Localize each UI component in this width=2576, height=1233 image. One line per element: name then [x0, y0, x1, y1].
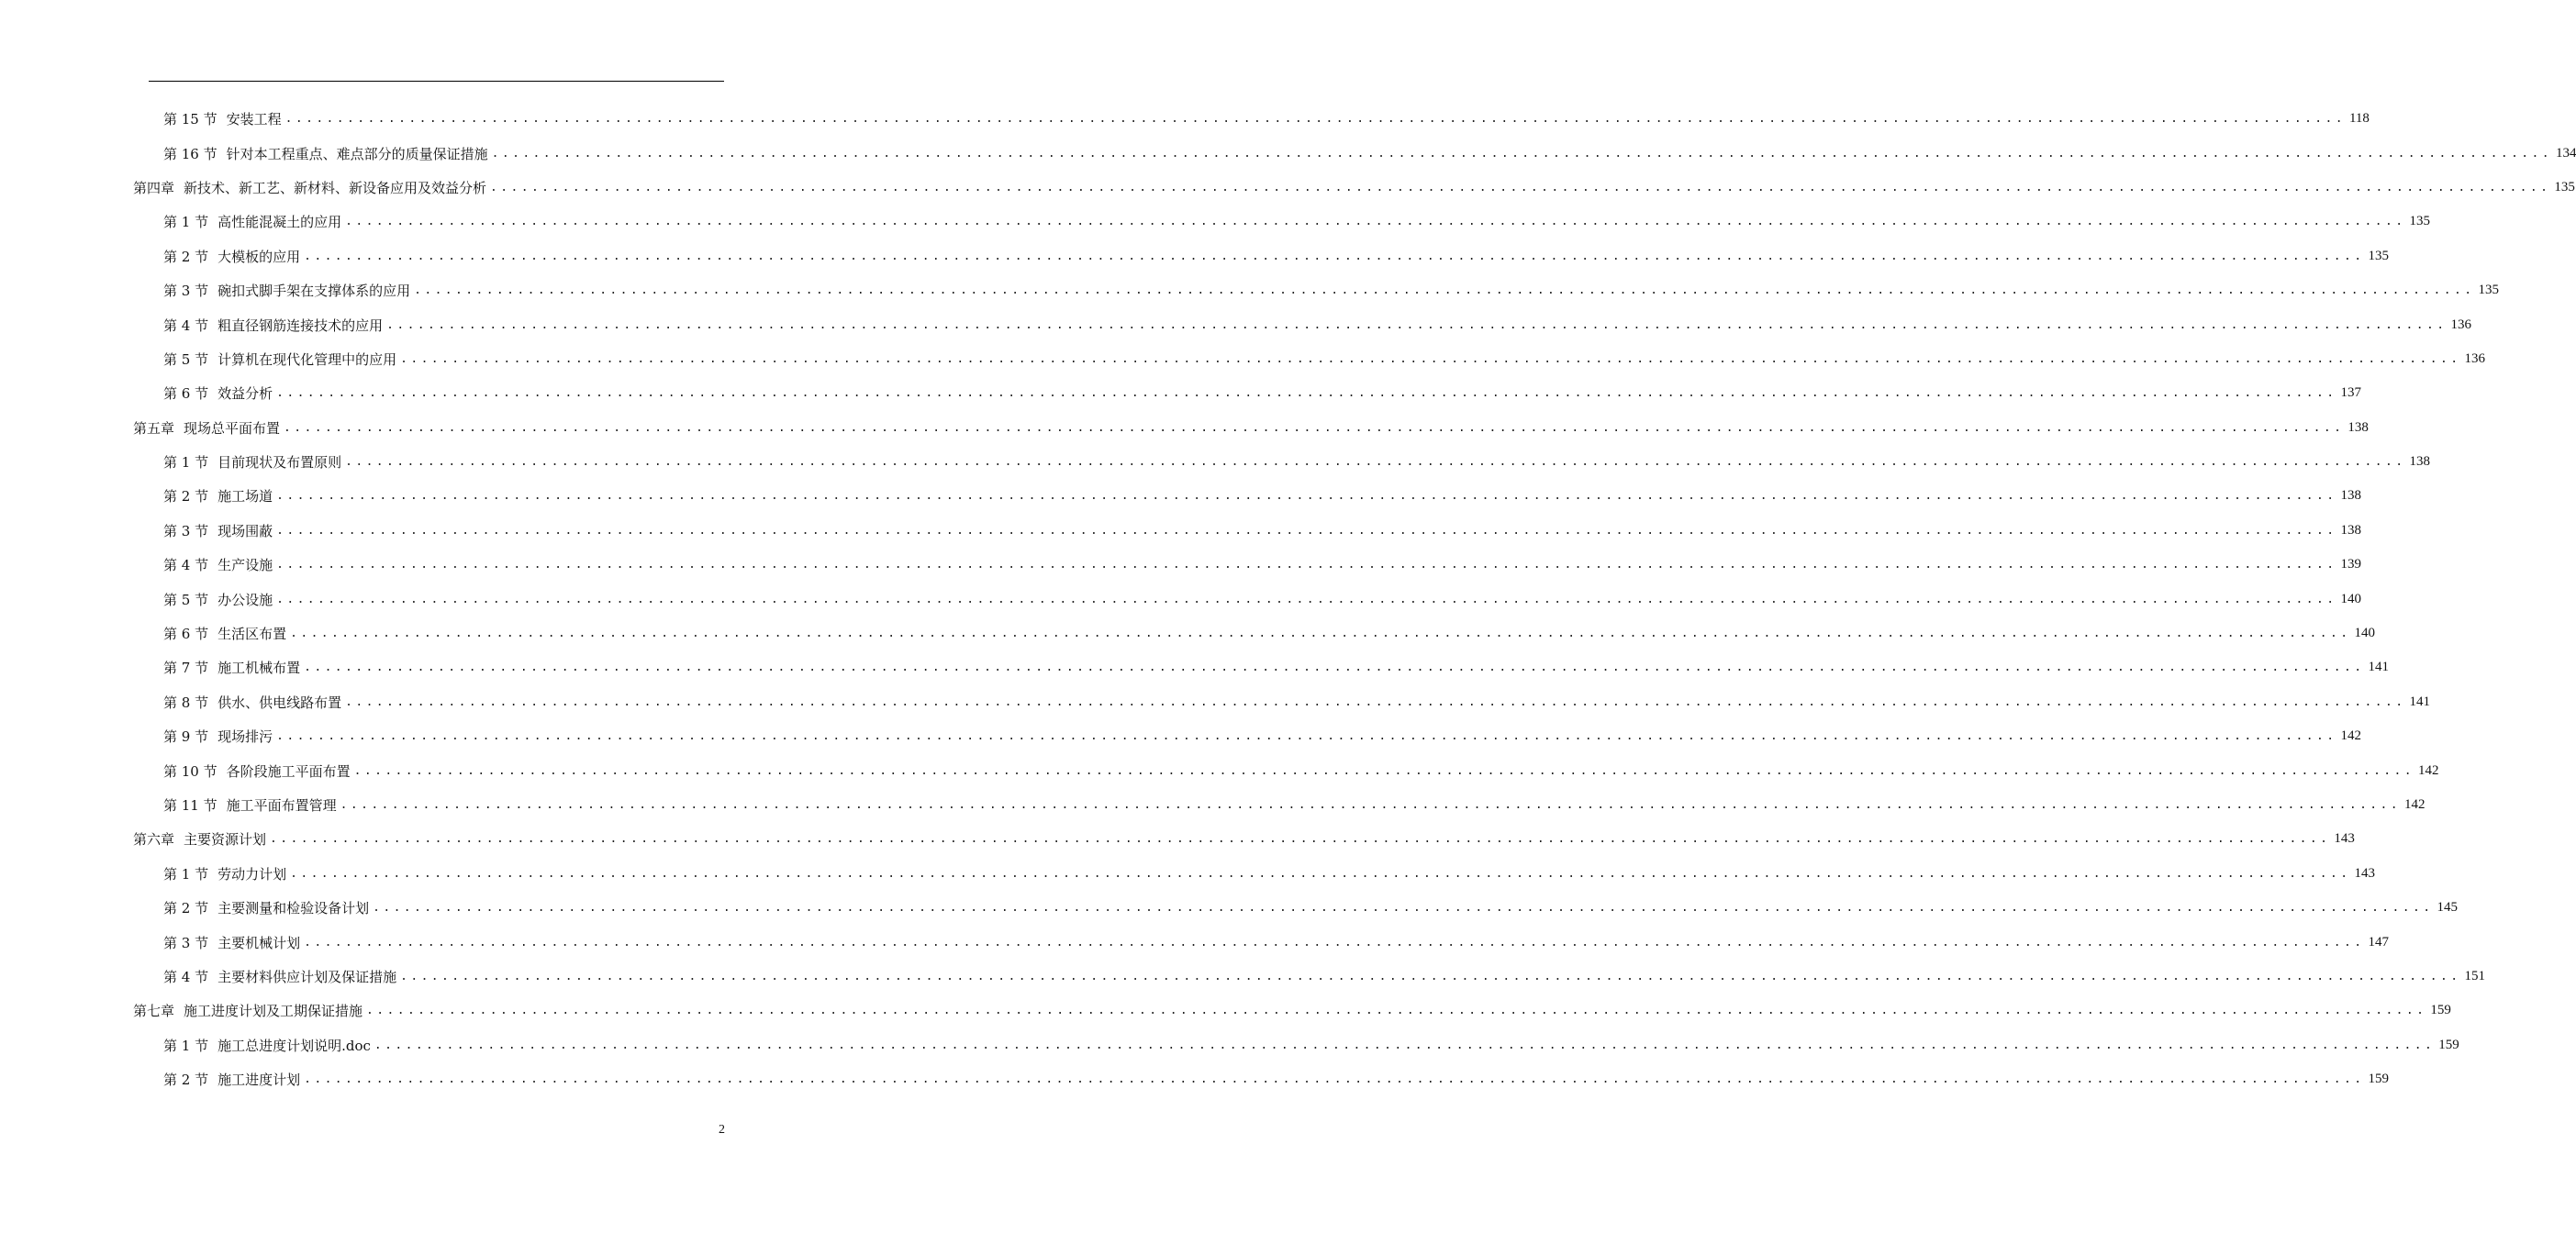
- toc-section-entry[interactable]: [163, 857, 2375, 891]
- toc-entry-title: 施工场道: [217, 488, 273, 505]
- toc-entry-label: [163, 967, 400, 986]
- toc-entry-label: [163, 316, 386, 335]
- toc-entry-title: 办公设施: [217, 591, 273, 608]
- toc-entry-label: [133, 418, 284, 438]
- toc-entry-title: 主要材料供应计划及保证措施: [217, 968, 397, 985]
- toc-entry-page: 135: [2409, 214, 2430, 229]
- toc-entry-title: 计算机在现代化管理中的应用: [217, 350, 397, 368]
- toc-entry-title: 新技术、新工艺、新材料、新设备应用及效益分析: [184, 179, 487, 196]
- toc-entry-number: 第 2 节: [163, 248, 209, 265]
- toc-entry-page: 139: [2340, 557, 2361, 572]
- toc-entry-page: 140: [2340, 591, 2361, 606]
- toc-section-entry[interactable]: [163, 685, 2430, 719]
- toc-entry-number: 第 2 节: [163, 900, 209, 917]
- toc-entry-label: [163, 693, 345, 712]
- toc-entry-label: [133, 1001, 366, 1020]
- toc-entry-label: [163, 555, 276, 574]
- toc-leader-dots: ........................................................................................................................................................................................................: [304, 1072, 2365, 1087]
- toc-entry-title: 主要测量和检验设备计划: [217, 900, 370, 917]
- toc-entry-number: 第 5 节: [163, 591, 209, 608]
- toc-chapter-entry[interactable]: [133, 822, 2355, 856]
- toc-entry-number: 第 16 节: [163, 145, 217, 162]
- toc-section-entry[interactable]: [163, 514, 2361, 548]
- toc-entry-label: [163, 624, 290, 643]
- toc-entry-number: 第 1 节: [163, 454, 209, 472]
- toc-leader-dots: ........................................................................................................................................................................................................: [414, 283, 2475, 298]
- toc-entry-label: [163, 795, 340, 815]
- toc-entry-title: 施工进度计划及工期保证措施: [184, 1003, 363, 1020]
- toc-leader-dots: ........................................................................................................................................................................................................: [366, 1004, 2427, 1018]
- toc-entry-page: 141: [2368, 660, 2389, 675]
- toc-entry-number: 第 4 节: [163, 557, 209, 574]
- page-number: 2: [719, 1123, 725, 1137]
- toc-entry-page: 136: [2464, 350, 2485, 366]
- toc-entry-page: 141: [2409, 694, 2430, 709]
- toc-entry-label: [163, 350, 400, 369]
- toc-entry-number: 第 10 节: [163, 762, 217, 780]
- toc-entry-label: [163, 144, 492, 163]
- toc-leader-dots: ........................................................................................................................................................................................................: [304, 249, 2365, 263]
- toc-entry-title: 主要机械计划: [217, 934, 301, 951]
- toc-entry-page: 118: [2348, 111, 2370, 127]
- toc-leader-dots: ........................................................................................................................................................................................................: [374, 1038, 2436, 1052]
- toc-leader-dots: ........................................................................................................................................................................................................: [276, 558, 2337, 572]
- toc-entry-label: [163, 590, 276, 609]
- toc-leader-dots: ........................................................................................................................................................................................................: [400, 351, 2461, 366]
- toc-entry-number: 第 1 节: [163, 865, 209, 883]
- toc-leader-dots: ........................................................................................................................................................................................................: [284, 112, 2346, 127]
- toc-entry-label: [133, 178, 490, 197]
- toc-entry-number: 第 4 节: [163, 968, 209, 985]
- toc-entry-label: [163, 864, 290, 883]
- toc-leader-dots: ........................................................................................................................................................................................................: [276, 489, 2337, 504]
- toc-entry-title: 供水、供电线路布置: [217, 694, 342, 711]
- toc-entry-number: 第 7 节: [163, 660, 209, 677]
- toc-entry-number: 第 3 节: [163, 934, 209, 951]
- toc-entry-number: 第 9 节: [163, 728, 209, 746]
- toc-entry-number: 第 1 节: [163, 1037, 209, 1054]
- toc-section-entry[interactable]: [163, 1062, 2389, 1096]
- toc-leader-dots: ........................................................................................................................................................................................................: [276, 729, 2337, 744]
- toc-entry-page: 143: [2334, 831, 2355, 847]
- toc-leader-dots: ........................................................................................................................................................................................................: [276, 523, 2337, 538]
- toc-section-entry[interactable]: [163, 342, 2485, 376]
- toc-entry-title: 施工进度计划: [217, 1072, 301, 1089]
- toc-entry-title: 粗直径钢筋连接技术的应用: [217, 317, 384, 334]
- toc-entry-number: 第五章: [133, 419, 175, 437]
- toc-entry-title: 劳动力计划: [217, 865, 287, 883]
- toc-entry-number: 第 6 节: [163, 385, 209, 403]
- toc-entry-page: 135: [2554, 179, 2575, 194]
- toc-entry-number: 第 8 节: [163, 694, 209, 711]
- toc-leader-dots: ........................................................................................................................................................................................................: [345, 455, 2406, 470]
- toc-entry-title: 现场围蔽: [217, 522, 273, 539]
- toc-entry-page: 142: [2340, 728, 2361, 744]
- toc-entry-label: [163, 761, 354, 781]
- toc-section-entry[interactable]: [163, 753, 2439, 787]
- toc-entry-page: 151: [2464, 968, 2485, 983]
- toc-entry-number: 第 15 节: [163, 111, 217, 128]
- toc-entry-number: 第 3 节: [163, 283, 209, 300]
- toc-leader-dots: ........................................................................................................................................................................................................: [353, 763, 2414, 778]
- toc-entry-page: 135: [2478, 283, 2499, 298]
- toc-entry-page: 159: [2438, 1037, 2459, 1052]
- toc-entry-page: 136: [2450, 317, 2471, 332]
- toc-entry-number: 第 2 节: [163, 1072, 209, 1089]
- toc-entry-label: [163, 486, 276, 505]
- toc-entry-label: [163, 727, 276, 746]
- toc-section-entry[interactable]: [163, 479, 2361, 513]
- toc-leader-dots: ........................................................................................................................................................................................................: [284, 420, 2345, 435]
- toc-entry-page: 138: [2409, 454, 2430, 470]
- toc-entry-label: [163, 658, 304, 677]
- toc-entry-title: 现场排污: [217, 728, 273, 746]
- toc-entry-label: [163, 452, 345, 472]
- toc-leader-dots: ........................................................................................................................................................................................................: [270, 832, 2331, 847]
- toc-entry-page: 134: [2555, 145, 2576, 161]
- toc-entry-page: 159: [2368, 1072, 2389, 1087]
- toc-leader-dots: ........................................................................................................................................................................................................: [490, 180, 2551, 194]
- toc-entry-title: 现场总平面布置: [184, 419, 281, 437]
- table-of-contents: [0, 102, 2576, 1096]
- toc-section-entry[interactable]: [163, 719, 2361, 753]
- toc-entry-page: 138: [2347, 419, 2369, 435]
- toc-section-entry[interactable]: [163, 1028, 2459, 1062]
- toc-section-entry[interactable]: [163, 891, 2458, 925]
- toc-entry-title: 效益分析: [217, 385, 273, 403]
- toc-entry-title: 目前现状及布置原则: [217, 454, 342, 472]
- toc-section-entry[interactable]: [163, 616, 2375, 650]
- toc-entry-title: 大模板的应用: [217, 248, 301, 265]
- toc-entry-page: 143: [2354, 865, 2375, 881]
- toc-section-entry[interactable]: [163, 445, 2430, 479]
- toc-entry-title: 施工平面布置管理: [226, 797, 337, 814]
- toc-entry-label: [163, 212, 345, 231]
- toc-entry-label: [163, 1036, 374, 1055]
- toc-section-entry[interactable]: [163, 273, 2499, 307]
- toc-entry-number: 第七章: [133, 1003, 175, 1020]
- toc-entry-title: 主要资源计划: [184, 831, 267, 849]
- toc-leader-dots: ........................................................................................................................................................................................................: [400, 969, 2461, 983]
- toc-section-entry[interactable]: [163, 205, 2430, 239]
- toc-leader-dots: ........................................................................................................................................................................................................: [304, 661, 2365, 675]
- toc-section-entry[interactable]: [163, 960, 2485, 994]
- toc-entry-number: 第六章: [133, 831, 175, 849]
- toc-entry-label: [163, 109, 285, 128]
- header-rule: [149, 81, 724, 82]
- toc-leader-dots: ........................................................................................................................................................................................................: [340, 798, 2401, 812]
- toc-entry-label: [163, 281, 414, 300]
- toc-entry-number: 第 11 节: [163, 797, 217, 814]
- toc-entry-label: [133, 829, 270, 849]
- toc-entry-title: 针对本工程重点、难点部分的质量保证措施: [226, 145, 488, 162]
- toc-leader-dots: ........................................................................................................................................................................................................: [304, 935, 2365, 950]
- toc-section-entry[interactable]: [163, 925, 2389, 959]
- toc-entry-number: 第 3 节: [163, 522, 209, 539]
- toc-entry-page: 140: [2354, 626, 2375, 641]
- toc-entry-label: [163, 898, 373, 917]
- toc-entry-label: [163, 521, 276, 540]
- toc-section-entry[interactable]: [163, 239, 2389, 273]
- toc-entry-number: 第 5 节: [163, 350, 209, 368]
- toc-entry-number: 第四章: [133, 179, 175, 196]
- toc-entry-label: [163, 383, 276, 403]
- toc-entry-page: 135: [2368, 248, 2389, 263]
- toc-entry-title: 各阶段施工平面布置: [226, 762, 351, 780]
- toc-leader-dots: ........................................................................................................................................................................................................: [290, 627, 2351, 641]
- toc-section-entry[interactable]: [163, 307, 2471, 341]
- toc-leader-dots: ........................................................................................................................................................................................................: [373, 901, 2434, 916]
- toc-section-entry[interactable]: [163, 788, 2425, 822]
- toc-leader-dots: ........................................................................................................................................................................................................: [491, 146, 2552, 161]
- toc-entry-title: 施工机械布置: [217, 660, 301, 677]
- toc-entry-title: 生产设施: [217, 557, 273, 574]
- toc-entry-title: 生活区布置: [217, 626, 287, 643]
- toc-entry-page: 145: [2437, 900, 2458, 916]
- toc-entry-page: 147: [2368, 934, 2389, 950]
- toc-entry-page: 142: [2403, 797, 2425, 812]
- toc-leader-dots: ........................................................................................................................................................................................................: [276, 386, 2337, 401]
- toc-entry-title: 施工总进度计划说明.doc: [217, 1037, 371, 1054]
- toc-leader-dots: ........................................................................................................................................................................................................: [345, 215, 2406, 229]
- toc-entry-title: 高性能混凝土的应用: [217, 214, 342, 231]
- toc-section-entry[interactable]: [163, 548, 2361, 582]
- toc-entry-number: 第 4 节: [163, 317, 209, 334]
- toc-section-entry[interactable]: [163, 376, 2361, 410]
- toc-entry-page: 138: [2340, 522, 2361, 538]
- toc-entry-page: 138: [2340, 488, 2361, 504]
- toc-leader-dots: ........................................................................................................................................................................................................: [345, 694, 2406, 709]
- toc-leader-dots: ........................................................................................................................................................................................................: [386, 317, 2448, 332]
- toc-entry-page: 142: [2417, 762, 2439, 778]
- toc-entry-label: [163, 1070, 304, 1089]
- toc-section-entry[interactable]: [163, 102, 2370, 136]
- toc-entry-number: 第 2 节: [163, 488, 209, 505]
- toc-section-entry[interactable]: [163, 650, 2389, 684]
- toc-section-entry[interactable]: [163, 136, 2576, 170]
- toc-entry-page: 137: [2340, 385, 2361, 401]
- toc-chapter-entry[interactable]: [133, 171, 2575, 205]
- toc-entry-title: 安装工程: [226, 111, 282, 128]
- toc-entry-page: 159: [2430, 1003, 2451, 1018]
- toc-entry-title: 碗扣式脚手架在支撑体系的应用: [217, 283, 411, 300]
- toc-section-entry[interactable]: [163, 582, 2361, 616]
- toc-chapter-entry[interactable]: [133, 994, 2451, 1028]
- toc-leader-dots: ........................................................................................................................................................................................................: [276, 592, 2337, 606]
- toc-entry-number: 第 6 节: [163, 626, 209, 643]
- toc-entry-label: [163, 247, 304, 266]
- toc-entry-label: [163, 933, 304, 952]
- toc-chapter-entry[interactable]: [133, 411, 2369, 445]
- toc-entry-number: 第 1 节: [163, 214, 209, 231]
- toc-leader-dots: ........................................................................................................................................................................................................: [290, 866, 2351, 881]
